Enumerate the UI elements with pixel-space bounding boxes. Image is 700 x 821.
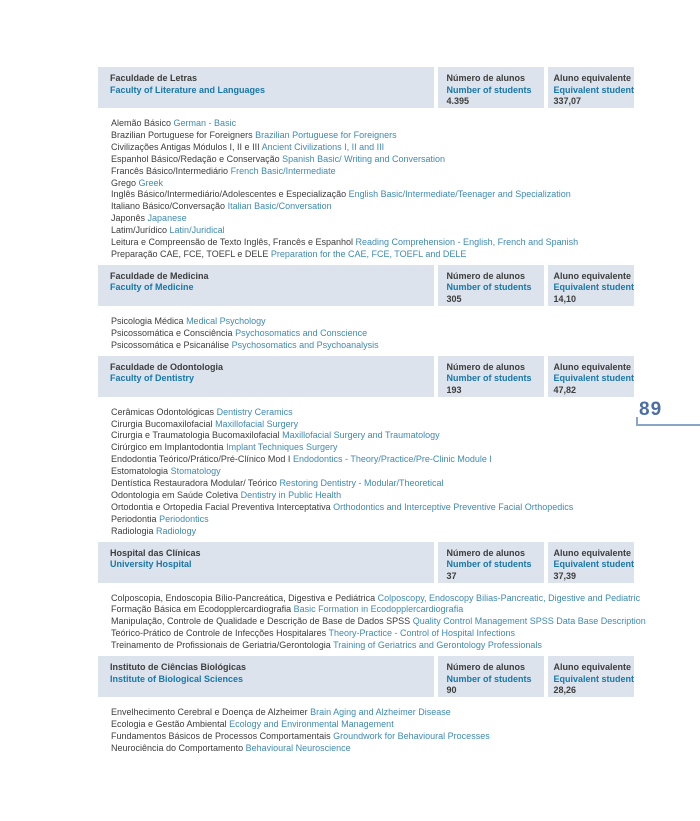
course-line [111, 249, 634, 261]
course-name-pt: Leitura e Compreensão de Texto Inglês, Francês e Espanhol [111, 237, 353, 248]
course-name-en: Restoring Dentistry - Modular/Theoretical [279, 478, 444, 489]
course-line [111, 707, 634, 719]
course-line [111, 316, 634, 328]
faculty-title-cell [98, 356, 434, 397]
faculty-title-pt: Instituto de Ciências Biológicas [110, 662, 247, 673]
course-name-en: Ancient Civilizations I, II and III [261, 141, 385, 152]
faculty-header-bar [98, 542, 634, 583]
course-name-pt: Espanhol Básico/Redação e Conservação [111, 153, 280, 164]
course-name-pt: Francês Básico/Intermediário [111, 165, 229, 176]
course-name-en: Training of Geriatrics and Gerontology Professionals [333, 640, 542, 651]
equivalent-student-value: 337,07 [553, 96, 582, 106]
course-name-pt: Ortodontia e Ortopedia Facial Preventiva Interceptativa [111, 501, 331, 512]
course-name-en: Dentistry Ceramics [216, 406, 293, 417]
course-name-en: Radiology [156, 525, 197, 536]
course-name-en: Japanese [147, 213, 187, 224]
students-column-cell [438, 67, 544, 108]
course-line [111, 118, 634, 130]
equivalent-column-label-en: Equivalent student [553, 282, 634, 293]
students-column-cell [438, 356, 544, 397]
course-name-en: Medical Psychology [186, 315, 266, 326]
course-name-pt: Preparação CAE, FCE, TOEFL e DELE [111, 248, 269, 259]
course-name-en: German - Basic [173, 118, 237, 128]
course-name-en: Implant Techniques Surgery [226, 442, 338, 453]
course-name-pt: Psicossomática e Psicanálise [111, 339, 230, 350]
students-column-cell [438, 656, 544, 697]
course-name-pt: Cirurgia e Traumatologia Bucomaxilofacial [111, 430, 280, 441]
students-count-value: 90 [446, 685, 457, 696]
course-name-pt: Odontologia em Saúde Coletiva [111, 489, 239, 500]
course-line [111, 340, 634, 352]
faculty-section [98, 656, 634, 755]
faculty-header-bar [98, 656, 634, 697]
course-name-pt: Dentística Restauradora Modular/ Teórico [111, 478, 277, 489]
course-name-pt: Envelhecimento Cerebral e Doença de Alzheimer [111, 707, 308, 718]
course-name-pt: Colposcopia, Endoscopia Bílio-Pancreática, Digestiva e Pediátrica [111, 592, 376, 603]
students-column-label-pt: Número de alunos [446, 361, 525, 372]
course-name-pt: Italiano Básico/Conversação [111, 201, 226, 212]
course-name-en: Psychosomatics and Psychoanalysis [231, 339, 379, 350]
course-line [111, 628, 634, 640]
equivalent-column-label-en: Equivalent student [553, 84, 634, 95]
course-line [111, 490, 634, 502]
equivalent-column-label-en: Equivalent student [553, 559, 634, 570]
course-name-pt: Latim/Jurídico [111, 225, 168, 236]
students-column-label-pt: Número de alunos [446, 547, 525, 558]
equivalent-student-value: 47,82 [553, 384, 577, 395]
course-line [111, 407, 634, 419]
students-column-label-en: Number of students [446, 282, 532, 293]
faculty-title-pt: Faculdade de Letras [110, 73, 198, 83]
course-name-pt: Grego [111, 177, 137, 188]
course-name-pt: Fundamentos Básicos de Processos Comportamentais [111, 730, 331, 741]
course-name-en: Endodontics - Theory/Practice/Pre-Clinic Module I [292, 454, 492, 465]
faculty-section [98, 542, 646, 653]
course-name-pt: Psicologia Médica [111, 315, 184, 326]
course-line [111, 225, 634, 237]
equivalent-column-cell [548, 265, 634, 306]
students-column-label-pt: Número de alunos [446, 73, 525, 83]
faculty-header-bar [98, 265, 634, 306]
course-line [111, 454, 634, 466]
course-name-en: Stomatology [170, 466, 221, 477]
faculty-title-cell [98, 265, 434, 306]
equivalent-column-label-en: Equivalent student [553, 673, 634, 684]
students-column-label-en: Number of students [446, 673, 532, 684]
course-line [111, 142, 634, 154]
faculty-title-en: Institute of Biological Sciences [110, 673, 244, 684]
course-name-pt: Endodontia Teórico/Prático/Pré-Clínico Mod I [111, 454, 291, 465]
course-name-pt: Ecologia e Gestão Ambiental [111, 719, 227, 729]
course-name-en: French Basic/Intermediate [230, 165, 336, 176]
course-name-en: Italian Basic/Conversation [227, 201, 332, 212]
page-number-block [636, 399, 700, 426]
course-name-pt: Teórico-Prático de Controle de Infecções Hospitalares [111, 628, 327, 639]
faculty-course-report [98, 67, 646, 759]
faculty-header-bar [98, 67, 634, 108]
faculty-title-en: University Hospital [110, 559, 192, 570]
faculty-section [98, 67, 634, 261]
course-name-en: English Basic/Intermediate/Teenager and Specialization [348, 189, 571, 200]
equivalent-column-cell [548, 67, 634, 108]
course-line [111, 178, 634, 190]
equivalent-column-label-pt: Aluno equivalente [553, 662, 631, 673]
faculty-section [98, 356, 634, 538]
course-line [111, 189, 634, 201]
equivalent-column-label-pt: Aluno equivalente [553, 547, 631, 558]
course-line [111, 478, 634, 490]
course-name-pt: Civilizações Antigas Módulos I, II e III [111, 141, 260, 152]
course-list [111, 592, 646, 653]
faculty-title-cell [98, 67, 434, 108]
page-number-rule [636, 424, 700, 426]
faculty-title-en: Faculty of Medicine [110, 282, 194, 293]
course-name-pt: Brazilian Portuguese for Foreigners [111, 129, 253, 140]
course-name-pt: Cirúrgico em Implantodontia [111, 442, 224, 453]
course-list [111, 707, 634, 755]
course-name-pt: Radiologia [111, 525, 154, 536]
course-line [111, 237, 634, 249]
faculty-title-pt: Hospital das Clínicas [110, 547, 201, 558]
course-name-en: Greek [138, 177, 164, 188]
course-line [111, 213, 634, 225]
course-name-en: Basic Formation in Ecodopplercardiografia [293, 604, 464, 615]
course-name-en: Latin/Juridical [169, 225, 225, 236]
course-line [111, 430, 634, 442]
course-name-pt: Psicossomática e Consciência [111, 327, 233, 338]
equivalent-student-value: 28,26 [553, 685, 577, 696]
faculty-header-bar [98, 356, 634, 397]
course-line [111, 166, 634, 178]
course-name-en: Groundwork for Behavioural Processes [333, 730, 490, 741]
equivalent-column-label-pt: Aluno equivalente [553, 73, 631, 83]
course-name-pt: Cirurgia Bucomaxilofacial [111, 418, 213, 429]
course-line [111, 616, 646, 628]
course-name-en: Maxillofacial Surgery and Traumatology [282, 430, 440, 441]
course-name-en: Ecology and Environmental Management [229, 719, 394, 729]
course-name-en: Psychosomatics and Conscience [235, 327, 368, 338]
course-line [111, 526, 634, 538]
course-line [111, 514, 634, 526]
students-column-label-en: Number of students [446, 373, 532, 384]
course-name-en: Theory-Practice - Control of Hospital Infections [328, 628, 516, 639]
course-line [111, 604, 634, 616]
course-line [111, 466, 634, 478]
faculty-title-en: Faculty of Dentistry [110, 373, 195, 384]
course-name-en: Brain Aging and Alzheimer Disease [310, 707, 451, 718]
course-list [111, 316, 634, 352]
course-name-en: Preparation for the CAE, FCE, TOEFL and DELE [270, 248, 467, 259]
faculty-title-pt: Faculdade de Odontologia [110, 361, 224, 372]
course-line [111, 419, 634, 431]
course-line [111, 154, 634, 166]
course-name-en: Dentistry in Public Health [240, 489, 342, 500]
course-name-en: Reading Comprehension - English, French and Spanish [355, 237, 579, 248]
course-line [111, 719, 634, 731]
course-line [111, 640, 634, 652]
students-column-label-pt: Número de alunos [446, 270, 525, 281]
course-line [111, 442, 634, 454]
course-line [111, 743, 634, 755]
students-count-value: 37 [446, 570, 457, 581]
students-column-cell [438, 265, 544, 306]
course-line [111, 731, 634, 743]
faculty-title-pt: Faculdade de Medicina [110, 270, 209, 281]
course-name-pt: Periodontia [111, 513, 157, 524]
page-number: 89 [639, 399, 663, 420]
course-name-pt: Alemão Básico [111, 118, 172, 128]
course-list [111, 407, 634, 538]
students-count-value: 193 [446, 384, 462, 395]
faculty-section [98, 265, 634, 352]
course-name-en: Quality Control Management SPSS Data Base Description [412, 616, 646, 627]
students-count-value: 4.395 [446, 96, 470, 106]
course-line [111, 201, 634, 213]
course-name-en: Spanish Basic/ Writing and Conversation [282, 153, 446, 164]
course-name-en: Brazilian Portuguese for Foreigners [255, 129, 397, 140]
equivalent-column-cell [548, 356, 634, 397]
students-column-label-en: Number of students [446, 84, 532, 95]
course-name-pt: Estomatologia [111, 466, 169, 477]
students-column-cell [438, 542, 544, 583]
course-line [111, 328, 634, 340]
students-count-value: 305 [446, 293, 462, 304]
equivalent-column-cell [548, 542, 634, 583]
course-line [111, 592, 641, 605]
equivalent-student-value: 37,39 [553, 570, 577, 581]
course-name-en: Periodontics [159, 513, 209, 524]
course-name-en: Orthodontics and Interceptive Preventive Facial Orthopedics [333, 501, 574, 512]
course-name-en: Colposcopy, Endoscopy Bilias-Pancreatic, Digestive and Pediatric [377, 592, 641, 603]
equivalent-column-label-en: Equivalent student [553, 373, 634, 384]
course-name-pt: Inglês Básico/Intermediário/Adolescentes e Especialização [111, 189, 347, 200]
course-name-pt: Formação Básica em Ecodopplercardiografia [111, 604, 292, 615]
students-column-label-pt: Número de alunos [446, 662, 525, 673]
course-name-en: Behavioural Neuroscience [245, 742, 351, 753]
faculty-title-cell [98, 542, 434, 583]
equivalent-student-value: 14,10 [553, 293, 577, 304]
students-column-label-en: Number of students [446, 559, 532, 570]
course-name-pt: Manipulação, Controle de Qualidade e Descrição de Base de Dados SPSS [111, 616, 411, 627]
faculty-title-cell [98, 656, 434, 697]
course-name-pt: Cerâmicas Odontológicas [111, 406, 215, 417]
course-name-pt: Japonês [111, 213, 146, 224]
course-name-pt: Treinamento de Profissionais de Geriatria/Gerontologia [111, 640, 331, 651]
faculty-title-en: Faculty of Literature and Languages [110, 84, 266, 95]
course-list [111, 118, 634, 261]
course-line [111, 130, 634, 142]
equivalent-column-label-pt: Aluno equivalente [553, 270, 631, 281]
course-line [111, 502, 634, 514]
equivalent-column-label-pt: Aluno equivalente [553, 361, 631, 372]
course-name-en: Maxillofacial Surgery [215, 418, 299, 429]
course-name-pt: Neurociência do Comportamento [111, 742, 244, 753]
equivalent-column-cell [548, 656, 634, 697]
